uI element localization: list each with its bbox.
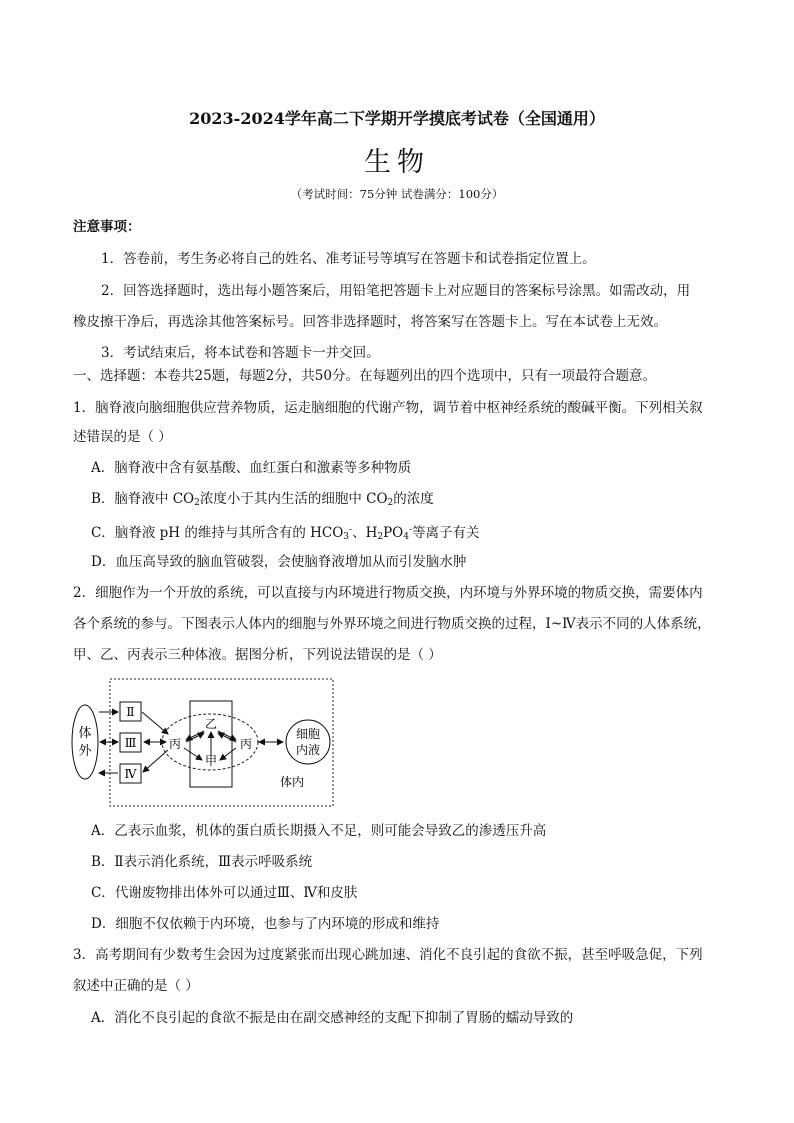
system-4-label: Ⅳ — [124, 767, 137, 781]
q3-stem-line-1: 3．高考期间有少数考生会因为过度紧张而出现心跳加速、消化不良引起的食欲不振，甚至呼吸急促，下列 — [73, 947, 703, 963]
notice-item-3: 3．考试结束后，将本试卷和答题卡一并交回。 — [101, 345, 380, 361]
q2-option-c: C．代谢废物排出体外可以通过Ⅲ、Ⅳ和皮肤 — [91, 885, 358, 901]
notice-item-2-line-1: 2．回答选择题时，选出每小题答案后，用铅笔把答题卡上对应题目的答案标号涂黑。如需改动，用 — [101, 283, 691, 299]
q1-stem-line-2: 述错误的是（ ） — [73, 429, 172, 445]
notice-item-1: 1．答卷前，考生务必将自己的姓名、准考证号等填写在答题卡和试卷指定位置上。 — [101, 251, 596, 267]
subject-title: 生物 — [364, 147, 430, 178]
q2-option-a: A．乙表示血浆，机体的蛋白质长期摄入不足，则可能会导致乙的渗透压升高 — [91, 823, 547, 839]
cell-fluid-label-1: 细胞 — [295, 727, 321, 741]
system-3-label: Ⅲ — [124, 736, 137, 750]
q2-stem-line-2: 各个系统的参与。下图表示人体内的细胞与外界环境之间进行物质交换的过程，Ⅰ~Ⅳ表示不同的人体系统， — [73, 616, 711, 632]
jia-label: 甲 — [204, 754, 218, 768]
q1-option-b: B．脑脊液中 $CO_2$浓度小于其内生活的细胞中 $CO_2$的浓度 — [91, 491, 434, 508]
yi-label: 乙 — [204, 717, 218, 731]
outside-label-2: 外 — [78, 744, 92, 759]
q1-option-a: A．脑脊液中含有氨基酸、血红蛋白和激素等多种物质 — [91, 460, 412, 476]
outside-label-1: 体 — [78, 726, 92, 741]
system-2-label: Ⅱ — [126, 705, 135, 719]
cell-fluid-label-2: 内液 — [295, 743, 321, 757]
notice-heading: 注意事项： — [73, 219, 141, 235]
q1-option-d: D．血压高导致的脑血管破裂，会使脑脊液增加从而引发脑水肿 — [91, 554, 467, 570]
bing-left-label: 丙 — [168, 737, 182, 751]
notice-item-2-line-2: 橡皮擦干净后，再选涂其他答案标号。回答非选择题时，将答案写在答题卡上。写在本试卷上无效。 — [73, 314, 667, 330]
body-exchange-diagram — [70, 676, 340, 810]
exam-info: （考试时间：75分钟 试卷满分：100分） — [290, 187, 504, 201]
q3-option-a: A．消化不良引起的食欲不振是由在副交感神经的支配下抑制了胃肠的蠕动导致的 — [91, 1010, 574, 1026]
inside-label: 体内 — [279, 775, 305, 789]
section-heading: 一、选择题：本卷共25题，每题2分，共50分。在每题列出的四个选项中，只有一项最符合题意。 — [73, 368, 656, 384]
exam-title: 2023-2024学年高二下学期开学摸底考试卷（全国通用） — [189, 109, 605, 128]
q2-option-b: B．Ⅱ表示消化系统，Ⅲ表示呼吸系统 — [91, 854, 313, 870]
q1-stem-line-1: 1．脑脊液向脑细胞供应营养物质，运走脑细胞的代谢产物，调节着中枢神经系统的酸碱平衡。下列相关叙 — [73, 400, 703, 416]
q2-stem-line-1: 2．细胞作为一个开放的系统，可以直接与内环境进行物质交换，内环境与外界环境的物质交换，需要体内 — [73, 585, 703, 601]
q1-option-c: C．脑脊液 pH 的维持与其所含有的 $HCO_3^-$、$H_2PO_4^-$等离子有关 — [91, 525, 480, 542]
q2-stem-line-3: 甲、乙、丙表示三种体液。据图分析，下列说法错误的是（ ） — [73, 647, 442, 663]
bing-right-label: 丙 — [239, 737, 253, 751]
outside-ellipse — [72, 705, 98, 779]
q3-stem-line-2: 叙述中正确的是（ ） — [73, 978, 199, 994]
q2-option-d: D．细胞不仅依赖于内环境，也参与了内环境的形成和维持 — [91, 916, 440, 932]
